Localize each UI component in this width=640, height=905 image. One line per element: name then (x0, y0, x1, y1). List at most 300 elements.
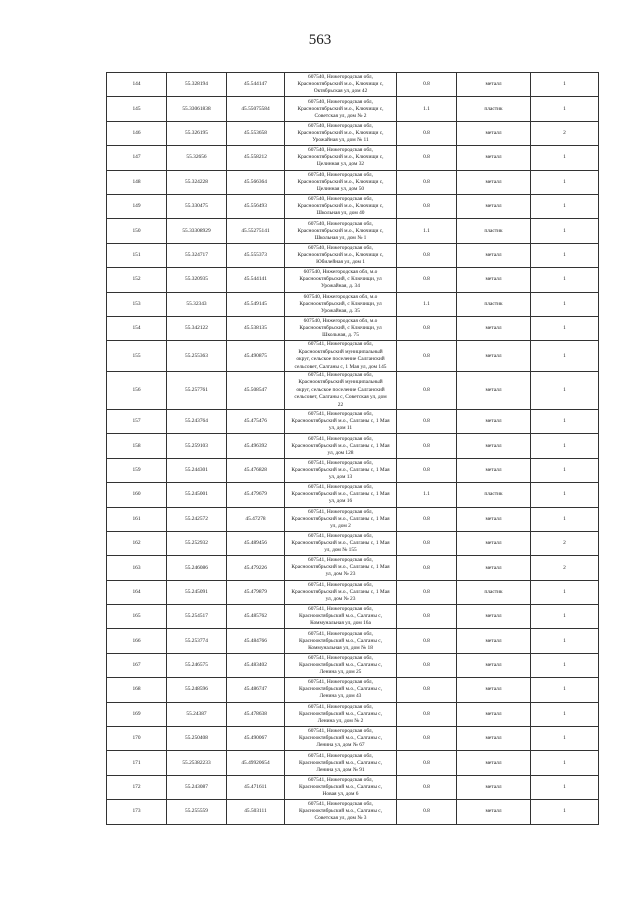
address-cell (285, 73, 397, 97)
address-line: Советская ул, дом № 2 (314, 112, 367, 119)
address-line: ул, дом 2 (330, 522, 351, 529)
quantity-cell: 1 (531, 170, 599, 194)
address-cell (285, 507, 397, 531)
address-line: Краснооктябрьский м.о., Салганы с, 1 Мая (291, 466, 390, 473)
address-cell (285, 678, 397, 702)
volume-cell: 0.8 (397, 580, 457, 604)
address-line: 607541, Нижегородская обл, (308, 801, 373, 808)
latitude-cell: 55.33308929 (167, 219, 227, 243)
material-cell: пластик (457, 97, 531, 121)
address-line: 607541, Нижегородская обл, (308, 581, 373, 588)
material-cell: пластик (457, 219, 531, 243)
quantity-cell: 1 (531, 605, 599, 629)
address-line: 607541, Нижегородская обл, (308, 606, 373, 613)
material-cell: металл (457, 605, 531, 629)
table-row (107, 483, 599, 507)
address-cell (285, 409, 397, 433)
address-line: ул, дом 128 (327, 449, 354, 456)
table-row (107, 775, 599, 799)
material-cell: металл (457, 194, 531, 218)
row-number: 161 (107, 507, 167, 531)
latitude-cell: 55.242572 (167, 507, 227, 531)
address-cell (285, 434, 397, 458)
longitude-cell: 45.556493 (227, 194, 285, 218)
address-line: 607540, Нижегородская обл, м.о (303, 318, 378, 325)
address-line: 607541, Нижегородская обл, (308, 655, 373, 662)
address-line: Краснооктябрьский м.о., Салганы с, (298, 759, 383, 766)
address-line: 607540, Нижегородская обл, (308, 196, 373, 203)
row-number: 151 (107, 243, 167, 267)
material-cell: металл (457, 409, 531, 433)
address-line: 22 (337, 401, 344, 408)
address-line: Урожайная, д. 35 (321, 307, 360, 314)
quantity-cell: 1 (531, 653, 599, 677)
address-cell (285, 146, 397, 170)
longitude-cell: 45.538135 (227, 316, 285, 340)
address-line: 607541, Нижегородская обл, (308, 557, 373, 564)
address-cell (285, 243, 397, 267)
address-line: Краснооктябрьский м.о., Ключищи с, (297, 251, 384, 258)
address-line: Урожайная ул, дом № 11 (312, 136, 369, 143)
material-cell: металл (457, 268, 531, 292)
address-line: ул, дом № 155 (324, 547, 357, 554)
address-line: Краснооктябрьский м.о., Салганы с, (298, 662, 383, 669)
latitude-cell: 55.246086 (167, 556, 227, 580)
quantity-cell: 1 (531, 580, 599, 604)
page-number: 563 (308, 32, 332, 48)
longitude-cell: 45.486747 (227, 678, 285, 702)
latitude-cell: 55.25382233 (167, 751, 227, 775)
table-row (107, 531, 599, 555)
quantity-cell: 1 (531, 146, 599, 170)
table-row (107, 556, 599, 580)
address-line: Краснооктябрьский м.о., Салганы с, (298, 637, 383, 644)
address-line: 607541, Нижегородская обл, (308, 703, 373, 710)
volume-cell: 0.8 (397, 434, 457, 458)
quantity-cell: 2 (531, 121, 599, 145)
address-line: 607541, Нижегородская обл, (308, 752, 373, 759)
latitude-cell: 55.320935 (167, 268, 227, 292)
row-number: 159 (107, 458, 167, 482)
longitude-cell: 45.490875 (227, 341, 285, 372)
latitude-cell: 55.342122 (167, 316, 227, 340)
volume-cell: 0.8 (397, 507, 457, 531)
address-line: Краснооктябрьский м.о., Салганы с, 1 Мая (291, 442, 390, 449)
table-row (107, 170, 599, 194)
table-row (107, 507, 599, 531)
table-row (107, 243, 599, 267)
material-cell: металл (457, 146, 531, 170)
volume-cell: 0.8 (397, 531, 457, 555)
address-line: Октябрьская ул, дом 42 (313, 88, 368, 95)
address-line: 607540, Нижегородская обл, (308, 244, 373, 251)
material-cell: металл (457, 775, 531, 799)
table-row (107, 800, 599, 824)
address-line: 607541, Нижегородская обл, (308, 508, 373, 515)
address-line: 607541, Нижегородская обл, (308, 533, 373, 540)
longitude-cell: 45.471611 (227, 775, 285, 799)
address-line: ул, дом № 23 (325, 571, 356, 578)
table-row (107, 292, 599, 316)
container-sites-table (106, 72, 599, 825)
address-line: 607541, Нижегородская обл, (308, 459, 373, 466)
table-row (107, 605, 599, 629)
material-cell: металл (457, 434, 531, 458)
volume-cell: 1.1 (397, 292, 457, 316)
table-row (107, 194, 599, 218)
address-line: 607540, Нижегородская обл, (308, 220, 373, 227)
address-line: ул, дом 11 (328, 425, 353, 432)
address-line: Коммунальная ул, дом 16а (310, 620, 371, 627)
material-cell: металл (457, 727, 531, 751)
address-cell (285, 727, 397, 751)
longitude-cell: 45.544141 (227, 268, 285, 292)
address-line: Коммунальная ул, дом № 18 (308, 644, 373, 651)
address-line: 607540, Нижегородская обл, (308, 74, 373, 81)
volume-cell: 0.8 (397, 268, 457, 292)
table-row (107, 146, 599, 170)
address-cell (285, 268, 397, 292)
address-line: Советская ул, дом № 3 (314, 815, 367, 822)
quantity-cell: 1 (531, 629, 599, 653)
table-row (107, 121, 599, 145)
address-line: Краснооктябрьский муниципальный (298, 348, 383, 355)
address-line: Краснооктябрьский м.о., Салганы с, (298, 613, 383, 620)
material-cell: металл (457, 800, 531, 824)
address-line: Краснооктябрьский м.о., Салганы с, 1 Мая (291, 418, 390, 425)
latitude-cell: 55.33061838 (167, 97, 227, 121)
volume-cell: 0.8 (397, 751, 457, 775)
longitude-cell: 45.549145 (227, 292, 285, 316)
volume-cell: 0.8 (397, 556, 457, 580)
table-row (107, 341, 599, 372)
quantity-cell: 1 (531, 292, 599, 316)
address-cell (285, 629, 397, 653)
address-cell (285, 316, 397, 340)
address-line: Ленина ул, дом № 91 (316, 766, 365, 773)
row-number: 173 (107, 800, 167, 824)
address-line: 607540, Нижегородская обл, (308, 171, 373, 178)
address-line: Ленина ул, дом 25 (319, 669, 362, 676)
table-body (107, 73, 599, 825)
address-line: округ, сельское поселение Салганский (296, 356, 385, 363)
longitude-cell: 45.508547 (227, 371, 285, 409)
latitude-cell: 55.246575 (167, 653, 227, 677)
quantity-cell: 1 (531, 409, 599, 433)
address-cell (285, 653, 397, 677)
volume-cell: 0.8 (397, 121, 457, 145)
address-cell (285, 751, 397, 775)
address-line: Краснооктябрьский м.о., Ключищи с, (297, 129, 384, 136)
latitude-cell: 55.324228 (167, 170, 227, 194)
quantity-cell: 1 (531, 194, 599, 218)
longitude-cell: 45.558212 (227, 146, 285, 170)
latitude-cell: 55.243764 (167, 409, 227, 433)
latitude-cell: 55.248596 (167, 678, 227, 702)
address-line: Краснооктябрьский м.о., Ключищи с, (297, 178, 384, 185)
longitude-cell: 45.479226 (227, 556, 285, 580)
table-row (107, 702, 599, 726)
row-number: 157 (107, 409, 167, 433)
latitude-cell: 55.257761 (167, 371, 227, 409)
quantity-cell: 1 (531, 268, 599, 292)
material-cell: металл (457, 371, 531, 409)
address-cell (285, 219, 397, 243)
row-number: 170 (107, 727, 167, 751)
table-row (107, 73, 599, 97)
longitude-cell: 45.555373 (227, 243, 285, 267)
address-line: 607540, Нижегородская обл, (308, 98, 373, 105)
material-cell: металл (457, 316, 531, 340)
address-line: Целинная ул, дом 32 (316, 161, 365, 168)
row-number: 145 (107, 97, 167, 121)
longitude-cell: 45.478638 (227, 702, 285, 726)
row-number: 166 (107, 629, 167, 653)
table-row (107, 653, 599, 677)
row-number: 156 (107, 371, 167, 409)
material-cell: металл (457, 556, 531, 580)
volume-cell: 0.8 (397, 702, 457, 726)
longitude-cell: 45.479879 (227, 580, 285, 604)
volume-cell: 0.8 (397, 146, 457, 170)
row-number: 152 (107, 268, 167, 292)
table-row (107, 580, 599, 604)
address-line: сельсовет, Салганы с, 1 Мая ул, дом 145 (294, 363, 387, 370)
row-number: 165 (107, 605, 167, 629)
quantity-cell: 1 (531, 727, 599, 751)
material-cell: металл (457, 73, 531, 97)
volume-cell: 0.8 (397, 170, 457, 194)
quantity-cell: 1 (531, 751, 599, 775)
quantity-cell: 1 (531, 434, 599, 458)
latitude-cell: 55.254517 (167, 605, 227, 629)
volume-cell: 0.8 (397, 73, 457, 97)
quantity-cell: 1 (531, 458, 599, 482)
row-number: 158 (107, 434, 167, 458)
address-line: ул, дом 13 (328, 473, 353, 480)
row-number: 167 (107, 653, 167, 677)
row-number: 155 (107, 341, 167, 372)
row-number: 154 (107, 316, 167, 340)
quantity-cell: 1 (531, 483, 599, 507)
address-cell (285, 556, 397, 580)
row-number: 160 (107, 483, 167, 507)
address-line: 607541, Нижегородская обл, (308, 484, 373, 491)
material-cell: металл (457, 341, 531, 372)
volume-cell: 0.8 (397, 341, 457, 372)
latitude-cell: 55.328194 (167, 73, 227, 97)
table-row (107, 97, 599, 121)
row-number: 147 (107, 146, 167, 170)
longitude-cell: 45.485762 (227, 605, 285, 629)
row-number: 150 (107, 219, 167, 243)
address-line: Краснооктябрьский м.о., Салганы с, (298, 784, 383, 790)
address-line: 607540, Нижегородская обл, (308, 147, 373, 154)
row-number: 149 (107, 194, 167, 218)
quantity-cell: 1 (531, 243, 599, 267)
table-row (107, 434, 599, 458)
table-row (107, 678, 599, 702)
address-line: Краснооктябрьский м.о., Салганы с, 1 Мая (291, 540, 390, 547)
volume-cell: 0.8 (397, 629, 457, 653)
quantity-cell: 2 (531, 556, 599, 580)
longitude-cell: 45.49920654 (227, 751, 285, 775)
address-cell (285, 97, 397, 121)
latitude-cell: 55.244301 (167, 458, 227, 482)
material-cell: металл (457, 653, 531, 677)
row-number: 144 (107, 73, 167, 97)
table-row (107, 316, 599, 340)
quantity-cell: 1 (531, 702, 599, 726)
address-line: Краснооктябрьский м.о., Ключищи с, (297, 154, 384, 161)
address-line: Школьная, д. 75 (322, 332, 359, 339)
address-line: ул, дом № 23 (325, 595, 356, 602)
address-cell (285, 458, 397, 482)
table-row (107, 268, 599, 292)
address-cell (285, 702, 397, 726)
material-cell: металл (457, 507, 531, 531)
quantity-cell: 1 (531, 678, 599, 702)
table-row (107, 727, 599, 751)
address-line: Новая ул, дом 6 (322, 791, 359, 797)
address-line: 607541, Нижегородская обл, (308, 435, 373, 442)
material-cell: металл (457, 678, 531, 702)
volume-cell: 0.8 (397, 775, 457, 799)
address-line: Школьная ул, дом 40 (316, 210, 365, 217)
address-cell (285, 605, 397, 629)
address-line: ул, дом 16 (328, 498, 353, 505)
table-row (107, 219, 599, 243)
address-line: Краснооктябрьский м.о., Салганы с, (298, 710, 383, 717)
table-row (107, 371, 599, 409)
address-line: Урожайная, д. 34 (321, 283, 360, 290)
address-line: Краснооктябрьский м.о., Ключищи с, (297, 203, 384, 210)
volume-cell: 0.8 (397, 653, 457, 677)
volume-cell: 0.8 (397, 316, 457, 340)
material-cell: металл (457, 629, 531, 653)
row-number: 148 (107, 170, 167, 194)
latitude-cell: 55.245091 (167, 580, 227, 604)
row-number: 171 (107, 751, 167, 775)
address-line: 607541, Нижегородская обл, (308, 371, 373, 378)
row-number: 172 (107, 775, 167, 799)
address-cell (285, 800, 397, 824)
address-cell (285, 775, 397, 799)
latitude-cell: 55.324717 (167, 243, 227, 267)
quantity-cell: 1 (531, 97, 599, 121)
address-line: 607540, Нижегородская обл, м.о (303, 293, 378, 300)
address-line: 607540, Нижегородская обл, (308, 122, 373, 129)
volume-cell: 0.8 (397, 194, 457, 218)
volume-cell: 1.1 (397, 97, 457, 121)
address-line: Ленина ул, дом № 2 (317, 717, 364, 724)
volume-cell: 1.1 (397, 219, 457, 243)
volume-cell: 1.1 (397, 483, 457, 507)
row-number: 153 (107, 292, 167, 316)
longitude-cell: 45.47278 (227, 507, 285, 531)
latitude-cell: 55.326195 (167, 121, 227, 145)
address-line: Краснооктябрьский м.о., Салганы с, 1 Мая (291, 491, 390, 498)
latitude-cell: 55.330475 (167, 194, 227, 218)
quantity-cell: 1 (531, 507, 599, 531)
address-line: 607540, Нижегородская обл, м.о (303, 269, 378, 276)
quantity-cell: 2 (531, 531, 599, 555)
material-cell: пластик (457, 580, 531, 604)
address-cell (285, 341, 397, 372)
material-cell: металл (457, 121, 531, 145)
material-cell: металл (457, 458, 531, 482)
longitude-cell: 45.55275141 (227, 219, 285, 243)
longitude-cell: 45.553658 (227, 121, 285, 145)
volume-cell: 0.8 (397, 800, 457, 824)
address-line: 607541, Нижегородская обл, (308, 341, 373, 348)
latitude-cell: 55.243087 (167, 775, 227, 799)
address-line: Школьная ул, дом № 1 (314, 234, 367, 241)
latitude-cell: 55.32656 (167, 146, 227, 170)
row-number: 169 (107, 702, 167, 726)
address-cell (285, 580, 397, 604)
latitude-cell: 55.255363 (167, 341, 227, 372)
row-number: 162 (107, 531, 167, 555)
material-cell: металл (457, 170, 531, 194)
longitude-cell: 45.489456 (227, 531, 285, 555)
longitude-cell: 45.479679 (227, 483, 285, 507)
material-cell: металл (457, 243, 531, 267)
longitude-cell: 45.496392 (227, 434, 285, 458)
address-line: 607541, Нижегородская обл, (308, 411, 373, 418)
address-line: Ленина ул, дом № 67 (316, 742, 365, 749)
longitude-cell: 45.55075584 (227, 97, 285, 121)
address-cell (285, 292, 397, 316)
address-line: Юбилейная ул, дом 1 (316, 258, 365, 265)
latitude-cell: 55.255559 (167, 800, 227, 824)
address-line: Краснооктябрьский, с Ключищи, ул (299, 300, 382, 307)
volume-cell: 0.8 (397, 727, 457, 751)
longitude-cell: 45.544147 (227, 73, 285, 97)
latitude-cell: 55.250408 (167, 727, 227, 751)
quantity-cell: 1 (531, 775, 599, 799)
address-line: сельсовет, Салганы с, Советская ул, дом (294, 394, 387, 401)
address-line: Краснооктябрьский м.о., Ключищи с, (297, 105, 384, 112)
quantity-cell: 1 (531, 800, 599, 824)
table-row (107, 629, 599, 653)
material-cell: пластик (457, 483, 531, 507)
volume-cell: 0.8 (397, 243, 457, 267)
address-cell (285, 483, 397, 507)
address-line: округ, сельское поселение Салганский (296, 386, 385, 393)
longitude-cell: 45.483402 (227, 653, 285, 677)
latitude-cell: 55.259103 (167, 434, 227, 458)
address-line: Краснооктябрьский м.о., Салганы с, (298, 735, 383, 742)
address-line: Краснооктябрьский, с Ключищи, ул (299, 276, 382, 283)
address-line: Краснооктябрьский м.о., Салганы с, 1 Мая (291, 564, 390, 571)
volume-cell: 0.8 (397, 605, 457, 629)
volume-cell: 0.8 (397, 371, 457, 409)
table-row (107, 458, 599, 482)
address-cell (285, 194, 397, 218)
longitude-cell: 45.566364 (227, 170, 285, 194)
address-line: 607541, Нижегородская обл, (308, 630, 373, 637)
latitude-cell: 55.252932 (167, 531, 227, 555)
material-cell: металл (457, 531, 531, 555)
quantity-cell: 1 (531, 316, 599, 340)
address-line: Краснооктябрьский муниципальный (298, 379, 383, 386)
material-cell: металл (457, 751, 531, 775)
latitude-cell: 55.245001 (167, 483, 227, 507)
latitude-cell: 55.253774 (167, 629, 227, 653)
longitude-cell: 45.490067 (227, 727, 285, 751)
row-number: 146 (107, 121, 167, 145)
